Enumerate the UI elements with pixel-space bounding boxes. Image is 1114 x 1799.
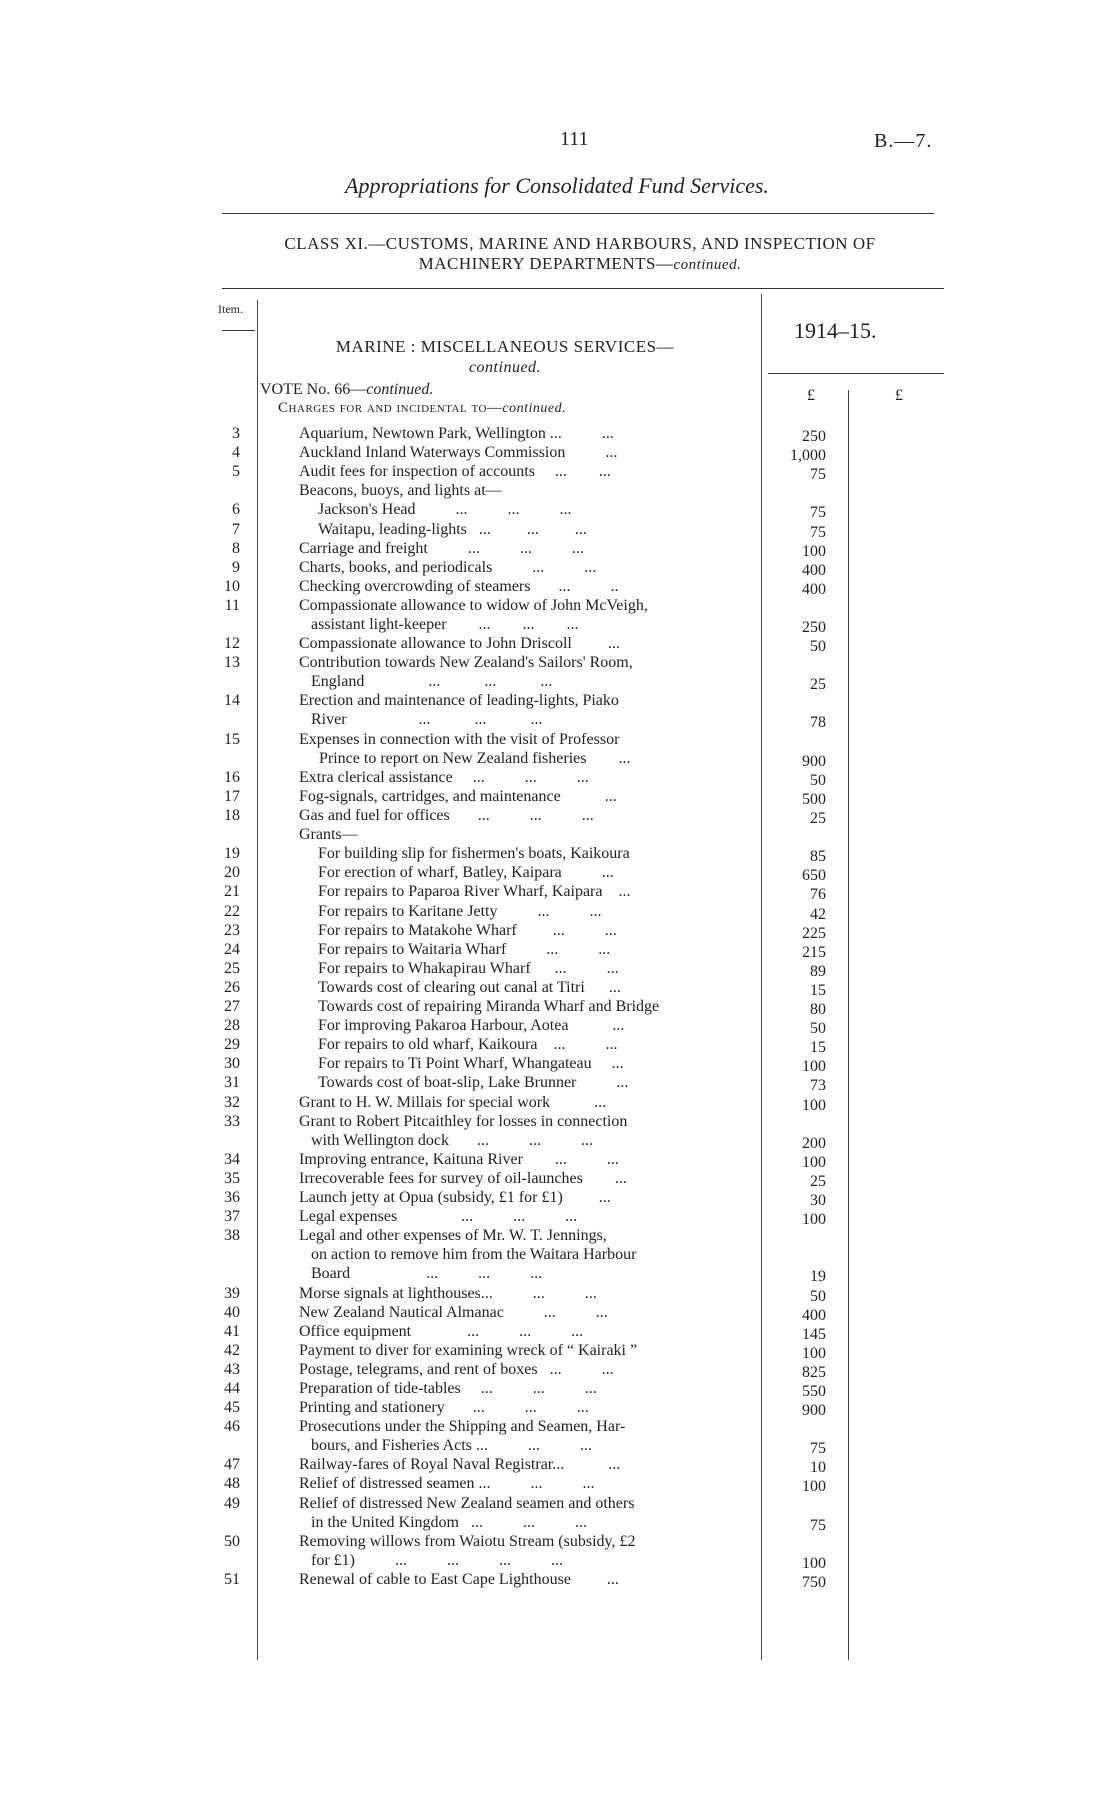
item-description (299, 1226, 636, 1283)
item-amount: 50 (810, 1020, 826, 1037)
description-line: Towards cost of repairing Miranda Wharf and Bridge (318, 998, 660, 1015)
item-description (299, 1360, 614, 1379)
description-line: For repairs to Matakohe Wharf ... ... (318, 922, 617, 939)
description-line: Postage, telegrams, and rent of boxes ... ... (299, 1361, 614, 1378)
item-number: 28 (224, 1017, 240, 1034)
item-number: 30 (224, 1055, 240, 1072)
description-line: Jackson's Head ... ... ... (318, 501, 572, 518)
item-amount: 50 (810, 638, 826, 655)
item-number: 34 (224, 1151, 240, 1168)
item-description (318, 1054, 624, 1073)
description-line: Compassionate allowance to widow of John McVeigh, (299, 597, 648, 614)
page-title: Appropriations for Consolidated Fund Services. (345, 173, 769, 198)
description-line: Extra clerical assistance ... ... ... (299, 769, 589, 786)
item-amount: 100 (802, 1555, 826, 1573)
item-description (299, 1379, 597, 1398)
item-number: 27 (224, 998, 240, 1015)
item-description (299, 653, 633, 691)
item-amount: 650 (802, 867, 826, 884)
item-amount: 100 (802, 1058, 826, 1075)
pound-unit-1: £ (807, 387, 815, 404)
item-number: 42 (224, 1342, 240, 1359)
description-line: Board ... ... ... (299, 1265, 543, 1282)
description-line: for £1) ... ... ... ... (299, 1552, 563, 1569)
item-amount: 25 (810, 810, 826, 827)
item-description (299, 768, 589, 787)
item-number: 8 (232, 540, 240, 557)
item-description (299, 634, 620, 653)
item-amount: 15 (810, 1039, 826, 1056)
item-description (299, 1169, 627, 1188)
item-amount: 15 (810, 982, 826, 999)
description-line: Printing and stationery ... ... ... (299, 1399, 589, 1416)
item-description (318, 882, 630, 901)
item-number: 12 (224, 635, 240, 652)
description-line: River ... ... ... (299, 711, 543, 728)
item-description (318, 940, 610, 959)
table-top-rule (222, 288, 944, 289)
description-line: assistant light-keeper ... ... ... (299, 616, 579, 633)
class-heading-line2-wrap (210, 254, 950, 275)
item-number: 14 (224, 692, 240, 709)
item-number: 11 (224, 597, 240, 614)
item-description (318, 1016, 624, 1035)
item-description (299, 1474, 595, 1493)
description-line: in the United Kingdom ... ... ... (299, 1514, 587, 1531)
item-description (299, 1303, 608, 1322)
item-amount: 400 (802, 1307, 826, 1324)
description-line: on action to remove him from the Waitara Harbour (299, 1246, 637, 1263)
item-amount: 225 (802, 925, 826, 942)
header-rule (222, 213, 934, 214)
item-amount: 10 (810, 1459, 826, 1476)
item-number: 22 (224, 903, 240, 920)
item-number: 36 (224, 1189, 240, 1206)
description-line: Payment to diver for examining wreck of “ Kairaki ” (299, 1342, 638, 1359)
description-line: Legal expenses ... ... ... (299, 1208, 578, 1225)
item-description (318, 997, 659, 1016)
item-amount: 25 (810, 676, 826, 694)
description-line: Towards cost of clearing out canal at Titri ... (318, 979, 621, 996)
item-amount: 250 (802, 619, 826, 637)
item-description (299, 462, 611, 481)
item-amount: 825 (802, 1364, 826, 1381)
page-number: 111 (560, 128, 589, 150)
description-line: Beacons, buoys, and lights at— (299, 482, 502, 499)
item-number: 51 (224, 1571, 240, 1588)
item-number: 19 (224, 845, 240, 862)
description-line: Grants— (299, 826, 358, 843)
item-amount: 75 (810, 524, 826, 541)
item-amount: 900 (802, 1402, 826, 1419)
item-amount: 200 (802, 1135, 826, 1153)
description-line: Irrecoverable fees for survey of oil-launches ... (299, 1170, 627, 1187)
item-description (299, 1093, 606, 1112)
item-column-divider (257, 300, 258, 1660)
description-line: Compassionate allowance to John Driscoll ... (299, 635, 620, 652)
description-line: Improving entrance, Kaituna River ... ... (299, 1151, 619, 1168)
item-description (299, 1188, 611, 1207)
description-line: Audit fees for inspection of accounts ... ... (299, 463, 611, 480)
class-heading-line2: MACHINERY DEPARTMENTS— (418, 254, 674, 273)
item-description (299, 539, 584, 558)
item-amount: 100 (802, 1478, 826, 1495)
item-description (299, 825, 358, 844)
description-line: Removing willows from Waiotu Stream (subsidy, £2 (299, 1533, 636, 1550)
item-amount: 25 (810, 1173, 826, 1190)
description-line: Waitapu, leading-lights ... ... ... (318, 521, 587, 538)
item-amount: 900 (802, 753, 826, 771)
item-amount: 85 (810, 848, 826, 865)
item-number: 6 (232, 501, 240, 518)
item-amount: 30 (810, 1192, 826, 1209)
item-description (318, 1035, 618, 1054)
description-line: Prosecutions under the Shipping and Seamen, Har- (299, 1418, 626, 1435)
pound-column-divider (848, 390, 849, 1660)
item-amount: 145 (802, 1326, 826, 1343)
item-number: 17 (224, 788, 240, 805)
item-number: 29 (224, 1036, 240, 1053)
item-description (318, 500, 572, 519)
item-description (299, 1150, 619, 1169)
description-line: Morse signals at lighthouses... ... ... (299, 1285, 597, 1302)
item-column-header: Item. (218, 302, 243, 316)
item-header-rule (222, 330, 255, 331)
description-line: Aquarium, Newtown Park, Wellington ... ... (299, 425, 614, 442)
item-amount: 89 (810, 963, 826, 980)
item-number: 47 (224, 1456, 240, 1473)
item-description (299, 424, 614, 443)
item-amount: 100 (802, 1211, 826, 1228)
description-line: Grant to Robert Pitcaithley for losses in connection (299, 1113, 628, 1130)
description-line: For repairs to Whakapirau Wharf ... ... (318, 960, 619, 977)
item-description (299, 1417, 625, 1455)
item-amount: 1,000 (790, 447, 826, 464)
item-number: 20 (224, 864, 240, 881)
item-number: 39 (224, 1285, 240, 1302)
description-line: For repairs to Waitaria Wharf ... ... (318, 941, 611, 958)
item-amount: 500 (802, 791, 826, 808)
item-amount: 100 (802, 1097, 826, 1114)
charges-heading (278, 400, 566, 417)
description-line: Office equipment ... ... ... (299, 1323, 584, 1340)
description-line: Preparation of tide-tables ... ... ... (299, 1380, 597, 1397)
item-description (299, 806, 594, 825)
item-number: 32 (224, 1094, 240, 1111)
item-description (299, 1322, 583, 1341)
item-number: 3 (232, 425, 240, 442)
description-line: For building slip for fishermen's boats, Kaikoura (318, 845, 630, 862)
item-description (299, 1398, 589, 1417)
year-header-rule (768, 373, 944, 374)
item-description (299, 596, 648, 634)
description-line: Gas and fuel for offices ... ... ... (299, 807, 594, 824)
item-description (318, 902, 602, 921)
item-description (299, 691, 619, 729)
item-description (299, 1494, 634, 1532)
item-description (318, 978, 621, 997)
item-amount: 50 (810, 772, 826, 789)
item-description (299, 1570, 619, 1589)
class-heading (210, 234, 950, 275)
item-description (299, 481, 502, 500)
item-number: 15 (224, 731, 240, 748)
item-number: 9 (232, 559, 240, 576)
item-amount: 78 (810, 714, 826, 732)
item-number: 16 (224, 769, 240, 786)
item-number: 50 (224, 1533, 240, 1550)
item-number: 31 (224, 1074, 240, 1091)
item-number: 26 (224, 979, 240, 996)
document-reference: B.—7. (874, 130, 933, 152)
vote-continued: continued. (366, 381, 434, 398)
charges-continued: continued. (502, 401, 567, 416)
item-amount: 75 (810, 466, 826, 483)
item-description (299, 1284, 597, 1303)
item-amount: 100 (802, 543, 826, 560)
item-description (318, 959, 619, 978)
description-line: Charts, books, and periodicals ... ... (299, 559, 597, 576)
item-number: 13 (224, 654, 240, 671)
item-number: 46 (224, 1418, 240, 1435)
amount-column-divider (761, 294, 762, 1660)
item-number: 24 (224, 941, 240, 958)
section-title (250, 337, 760, 378)
item-amount: 100 (802, 1154, 826, 1171)
item-number: 35 (224, 1170, 240, 1187)
item-description (318, 1073, 628, 1092)
item-amount: 42 (810, 906, 826, 923)
item-number: 48 (224, 1475, 240, 1492)
section-title-main: MARINE : MISCELLANEOUS SERVICES— (335, 337, 675, 356)
description-line: Legal and other expenses of Mr. W. T. Jennings, (299, 1227, 607, 1244)
item-number: 33 (224, 1113, 240, 1130)
item-amount: 75 (810, 1517, 826, 1535)
item-amount: 250 (802, 428, 826, 445)
item-amount: 76 (810, 886, 826, 903)
item-number: 25 (224, 960, 240, 977)
item-number: 21 (224, 883, 240, 900)
item-description (299, 787, 617, 806)
description-line: Launch jetty at Opua (subsidy, £1 for £1) ... (299, 1189, 611, 1206)
description-line: For repairs to Ti Point Wharf, Whangateau ... (318, 1055, 624, 1072)
item-amount: 80 (810, 1001, 826, 1018)
vote-heading (260, 381, 433, 399)
description-line: Auckland Inland Waterways Commission ... (299, 444, 618, 461)
item-amount: 750 (802, 1574, 826, 1591)
item-amount: 19 (810, 1268, 826, 1286)
description-line: England ... ... ... (299, 673, 553, 690)
section-title-continued: continued. (468, 359, 542, 376)
item-amount: 550 (802, 1383, 826, 1400)
item-number: 23 (224, 922, 240, 939)
item-amount: 75 (810, 1440, 826, 1458)
item-number: 7 (232, 521, 240, 538)
charges-label: Charges for and incidental to— (278, 400, 503, 416)
pound-unit-2: £ (895, 387, 903, 404)
item-number: 41 (224, 1323, 240, 1340)
item-number: 43 (224, 1361, 240, 1378)
item-description (299, 1455, 620, 1474)
item-number: 37 (224, 1208, 240, 1225)
description-line: Relief of distressed New Zealand seamen and others (299, 1495, 635, 1512)
description-line: Contribution towards New Zealand's Sailors' Room, (299, 654, 633, 671)
item-number: 45 (224, 1399, 240, 1416)
item-description (299, 1207, 577, 1226)
item-number: 4 (232, 444, 240, 461)
item-amount: 400 (802, 581, 826, 598)
item-description (299, 730, 630, 768)
description-line: with Wellington dock ... ... ... (299, 1132, 593, 1149)
description-line: Railway-fares of Royal Naval Registrar... ... (299, 1456, 621, 1473)
item-number: 10 (224, 578, 240, 595)
item-number: 40 (224, 1304, 240, 1321)
item-number: 38 (224, 1227, 240, 1244)
item-amount: 400 (802, 562, 826, 579)
description-line: Carriage and freight ... ... ... (299, 540, 584, 557)
item-description (299, 1532, 635, 1570)
description-line: bours, and Fisheries Acts ... ... ... (299, 1437, 592, 1454)
item-amount: 75 (810, 504, 826, 521)
class-heading-continued: continued. (673, 257, 742, 273)
item-description (299, 1341, 637, 1360)
description-line: Checking overcrowding of steamers ... .. (299, 578, 619, 595)
item-amount: 215 (802, 944, 826, 961)
description-line: New Zealand Nautical Almanac ... ... (299, 1304, 608, 1321)
item-description (299, 443, 617, 462)
item-description (318, 921, 617, 940)
description-line: Expenses in connection with the visit of Professor (299, 731, 620, 748)
item-number: 49 (224, 1495, 240, 1512)
item-number: 18 (224, 807, 240, 824)
vote-label: VOTE No. 66— (260, 381, 367, 398)
description-line: Renewal of cable to East Cape Lighthouse ... (299, 1571, 619, 1588)
description-line: Towards cost of boat-slip, Lake Brunner ... (318, 1074, 629, 1091)
item-description (318, 520, 587, 539)
year-header: 1914–15. (794, 318, 877, 343)
item-number: 5 (232, 463, 240, 480)
description-line: For improving Pakaroa Harbour, Aotea ... (318, 1017, 625, 1034)
item-amount: 100 (802, 1345, 826, 1362)
description-line: For erection of wharf, Batley, Kaipara ... (318, 864, 614, 881)
item-number: 44 (224, 1380, 240, 1397)
item-description (318, 844, 630, 863)
item-amount: 73 (810, 1077, 826, 1094)
description-line: Relief of distressed seamen ... ... ... (299, 1475, 595, 1492)
item-description (318, 863, 614, 882)
description-line: Fog-signals, cartridges, and maintenance ... (299, 788, 617, 805)
item-description (299, 1112, 627, 1150)
item-description (299, 577, 618, 596)
item-amount: 50 (810, 1288, 826, 1305)
description-line: Grant to H. W. Millais for special work ... (299, 1094, 607, 1111)
description-line: For repairs to Paparoa River Wharf, Kaipara ... (318, 883, 631, 900)
class-heading-line1: CLASS XI.—CUSTOMS, MARINE AND HARBOURS, AND INSPECTION OF (284, 234, 876, 253)
description-line: Prince to report on New Zealand fisheries ... (299, 750, 631, 767)
item-description (299, 558, 596, 577)
description-line: For repairs to old wharf, Kaikoura ... ... (318, 1036, 618, 1053)
description-line: Erection and maintenance of leading-lights, Piako (299, 692, 619, 709)
description-line: For repairs to Karitane Jetty ... ... (318, 903, 602, 920)
